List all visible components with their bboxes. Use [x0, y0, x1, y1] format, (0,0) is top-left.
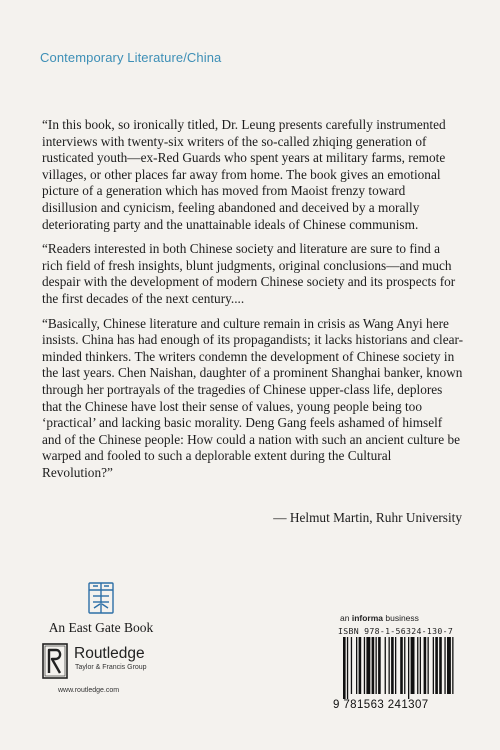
routledge-group: Taylor & Francis Group	[75, 664, 147, 671]
barcode-bar	[376, 637, 377, 694]
blurb-quotes	[42, 117, 464, 489]
barcode-bar	[435, 637, 438, 694]
barcode-bar	[452, 637, 453, 694]
quote-attribution: — Helmut Martin, Ruhr University	[273, 510, 462, 525]
barcode-bar	[395, 637, 396, 694]
barcode-bars	[333, 637, 461, 699]
east-gate-label: An East Gate Book	[48, 620, 154, 635]
barcode-bar	[347, 637, 348, 699]
barcode-bar	[400, 637, 403, 694]
barcode-bar	[385, 637, 386, 694]
barcode-bar	[428, 637, 429, 694]
barcode-bar	[364, 637, 365, 694]
series-category: Contemporary Literature/China	[40, 50, 222, 65]
barcode-bar	[389, 637, 390, 694]
barcode-bar	[366, 637, 370, 694]
quote-paragraph: “In this book, so ironically titled, Dr. Leung presents carefully instrumented interviews with twenty-six writers of the so-called zhiqing generation of rusticated youth—ex-Red Guards who spent years at military farms, remote villages, or other places far away from home. The book gives an emotional picture of a generation which has moved from Maoist frenzy toward disillusion and cynicism, feeling abandoned and deceived by a morally deteriorating party and the unattainable ideals of Chinese communism.	[42, 117, 446, 232]
barcode-bar	[391, 637, 394, 694]
barcode-bar	[404, 637, 405, 694]
routledge-name: Routledge	[74, 645, 145, 662]
quote-paragraph: “Readers interested in both Chinese society and literature are sure to find a rich field of fresh insights, blunt judgments, original conclusions—and much despair with the development of modern Chinese society and its prospects for the first decades of the next century....	[42, 241, 456, 306]
barcode-bar	[343, 637, 346, 699]
isbn-barcode	[333, 637, 461, 713]
barcode-bar	[378, 637, 381, 694]
barcode-bar	[433, 637, 434, 694]
quote-paragraph: “Basically, Chinese literature and culture remain in crisis as Wang Anyi here insists. China has had enough of its propagandists; it lacks historians and clear-minded thinkers. The writers condemn the development of Chinese society in the last years. Chen Naishan, daughter of a prominent Shanghai banker, known through her portrayals of the tragedies of Chinese upper-class life, deplores that the Chinese have lost their sense of values, young people being too ‘practical’ and lacking basic morality. Deng Gang feels ashamed of himself and of the Chinese people: How could a nation with such an ancient culture be warped and fooled to such a deplorable extent during the Cultural Revolution?”	[42, 315, 464, 480]
east-gate-imprint	[42, 580, 160, 636]
barcode-bar	[372, 637, 375, 694]
routledge-r-icon	[42, 643, 68, 679]
barcode-bar	[411, 637, 415, 694]
informa-tagline	[340, 613, 419, 623]
publisher-website: www.routledge.com	[58, 687, 120, 694]
routledge-logo	[42, 641, 242, 681]
barcode-bar	[424, 637, 427, 694]
barcode-bar	[447, 637, 451, 694]
barcode-bar	[359, 637, 362, 694]
barcode-bar	[420, 637, 421, 694]
informa-brand: informa	[351, 613, 383, 623]
barcode-bar	[439, 637, 442, 694]
isbn-label: ISBN 978-1-56324-130-7	[338, 626, 454, 636]
barcode-bar	[351, 637, 352, 694]
informa-prefix: an	[340, 613, 352, 623]
barcode-bar	[444, 637, 445, 694]
barcode-bar	[408, 637, 409, 699]
barcode-bar	[356, 637, 357, 694]
informa-suffix: business	[383, 613, 419, 623]
barcode-digits: 9 781563 241307	[333, 699, 429, 711]
east-gate-logo-icon	[85, 580, 117, 616]
barcode-bar	[417, 637, 418, 694]
